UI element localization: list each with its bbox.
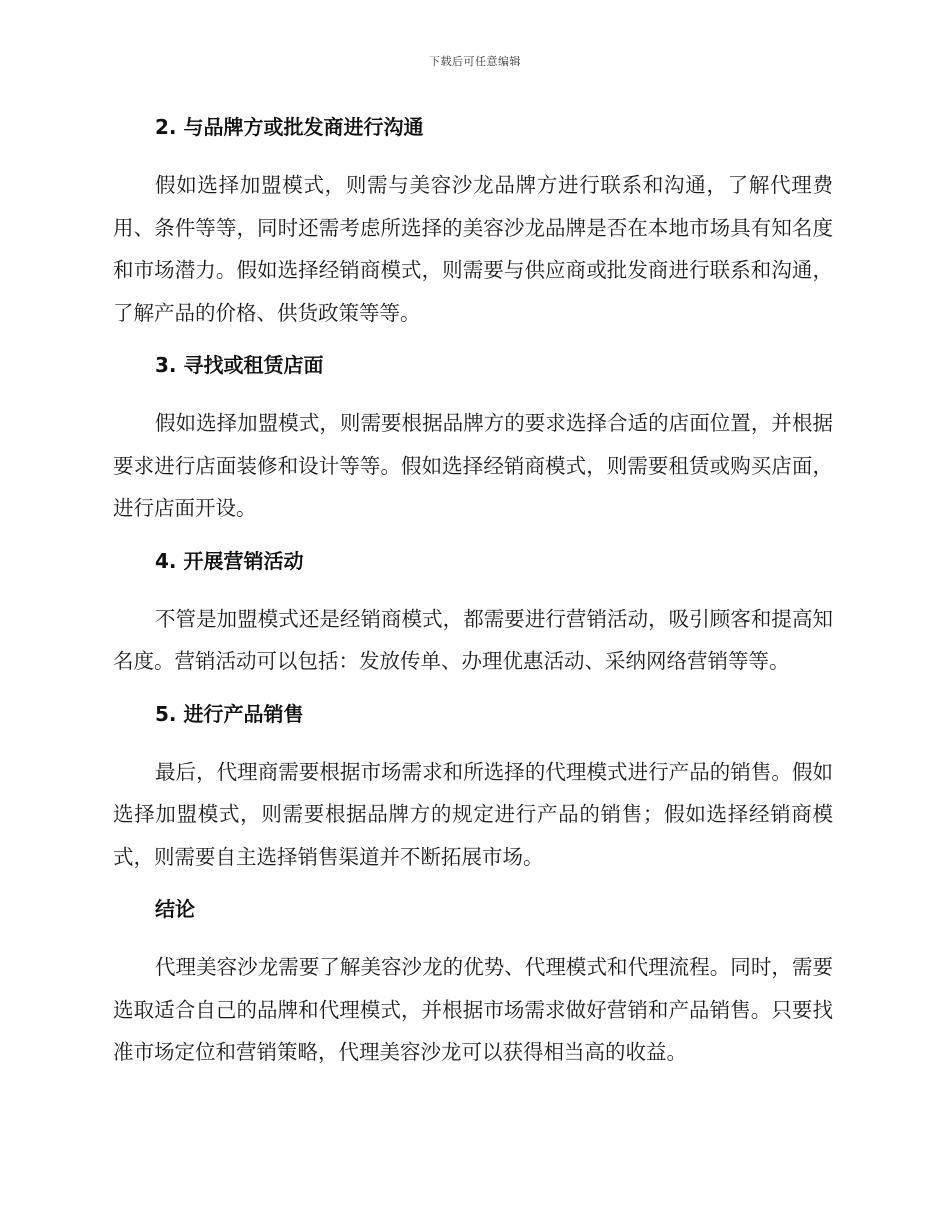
section-paragraph: 假如选择加盟模式，则需与美容沙龙品牌方进行联系和沟通，了解代理费用、条件等等，同时还需考虑所选择的美容沙龙品牌是否在本地市场具有知名度和市场潜力。假如选择经销商模式，则需要与供应商或批发商进行联系和沟通，了解产品的价格、供货政策等等。: [113, 173, 833, 325]
document-body: [113, 112, 833, 1090]
section-paragraph: 不管是加盟模式还是经销商模式，都需要进行营销活动，吸引顾客和提高知名度。营销活动可以包括：发放传单、办理优惠活动、采纳网络营销等等。: [113, 606, 833, 673]
section-heading: 5. 进行产品销售: [155, 701, 304, 726]
page-header: 下载后可任意编辑: [429, 55, 521, 68]
section-paragraph: 最后，代理商需要根据市场需求和所选择的代理模式进行产品的销售。假如选择加盟模式，则需要根据品牌方的规定进行产品的销售；假如选择经销商模式，则需要自主选择销售渠道并不断拓展市场。: [113, 759, 833, 869]
conclusion-paragraph: 代理美容沙龙需要了解美容沙龙的优势、代理模式和代理流程。同时，需要选取适合自己的品牌和代理模式，并根据市场需求做好营销和产品销售。只要找准市场定位和营销策略，代理美容沙龙可以获得相当高的收益。: [113, 955, 833, 1064]
section-heading: 2. 与品牌方或批发商进行沟通: [155, 115, 424, 139]
section-heading: 3. 寻找或租赁店面: [155, 353, 324, 377]
section-heading: 4. 开展营销活动: [155, 548, 304, 573]
section-paragraph: 假如选择加盟模式，则需要根据品牌方的要求选择合适的店面位置，并根据要求进行店面装修和设计等等。假如选择经销商模式，则需要租赁或购买店面，进行店面开设。: [113, 411, 833, 520]
conclusion-heading: 结论: [155, 897, 195, 921]
